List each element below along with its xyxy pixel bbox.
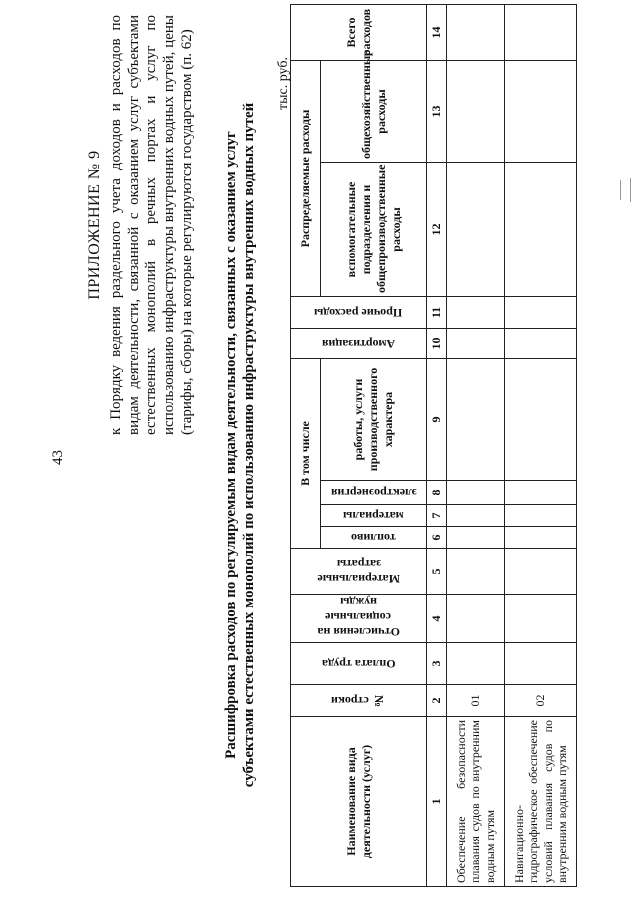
header-electricity (321, 481, 427, 505)
column-number: 10 (427, 328, 447, 358)
column-number: 8 (427, 481, 447, 505)
header-activity: Наименование вида деятельности (услуг) (291, 717, 427, 887)
header-depreciation-text: Амортизация (321, 336, 396, 351)
table-cell (505, 549, 577, 595)
table-cell (505, 162, 577, 296)
table-row (505, 4, 577, 886)
row-code: 02 (505, 685, 577, 717)
table-cell (447, 505, 505, 527)
table-cell (447, 527, 505, 549)
header-other (291, 296, 427, 328)
table-cell (447, 4, 505, 60)
row-code: 01 (447, 685, 505, 717)
document-title-line1: Расшифровка расходов по регулируемым видам деятельности, связанных с оказанием услуг (223, 131, 239, 759)
column-number: 4 (427, 595, 447, 643)
page-number: 43 (50, 450, 66, 465)
header-auxiliary: вспомогательные подразделения и общепроизводственные расходы (321, 162, 427, 296)
header-material-text: Материальные затраты (317, 557, 400, 587)
table-cell (447, 60, 505, 162)
header-wages (291, 643, 427, 685)
header-depreciation (291, 328, 427, 358)
header-materials (321, 505, 427, 527)
appendix-block (86, 15, 196, 435)
header-general: общехозяйственные расходы (321, 60, 427, 162)
expense-table (290, 4, 577, 887)
header-works: работы, услуги производственного характера (321, 358, 427, 480)
column-number: 5 (427, 549, 447, 595)
document-title (222, 15, 258, 875)
column-number: 6 (427, 527, 447, 549)
column-number: 14 (427, 4, 447, 60)
header-electricity-text: электроэнергия (330, 486, 417, 500)
table-cell (505, 505, 577, 527)
table-cell (505, 595, 577, 643)
header-row-no-text: № строки (331, 694, 386, 708)
table-cell (447, 162, 505, 296)
row-activity-name: Навигационно-гидрографическое обеспечение условий плавания судов по внутренним водным путям (505, 717, 577, 887)
table-cell (447, 481, 505, 505)
table-cell (505, 527, 577, 549)
column-number-row (427, 4, 447, 886)
header-material (291, 549, 427, 595)
appendix-text: к Порядку ведения раздельного учета доходов и расходов по видам деятельности, связанной с оказанием услуг субъектами естественных монополий в речных портах и услуг по использованию инфраструктуры внутренних водных путей, цены (тарифы, сборы) на которые регулируются государством (п. 62) (108, 15, 195, 435)
column-number: 3 (427, 643, 447, 685)
column-number: 7 (427, 505, 447, 527)
header-row-no (291, 685, 427, 717)
appendix-title: ПРИЛОЖЕНИЕ № 9 (86, 150, 103, 300)
table-cell (447, 643, 505, 685)
column-number: 13 (427, 60, 447, 162)
table-cell (505, 60, 577, 162)
header-fuel (321, 527, 427, 549)
column-number: 12 (427, 162, 447, 296)
column-number: 1 (427, 717, 447, 887)
header-including: В том числе (291, 358, 321, 548)
document-title-line2: субъектами естественных монополий по использованию инфраструктуры внутренних водных путей (241, 102, 257, 788)
units-label: тыс. руб. (276, 57, 291, 110)
table-cell (505, 358, 577, 480)
table-cell (505, 643, 577, 685)
header-materials-text: материалы (343, 509, 404, 523)
column-number: 9 (427, 358, 447, 480)
header-total: Всего расходов (291, 4, 427, 60)
table-cell (505, 4, 577, 60)
table-row (447, 4, 505, 886)
table-cell (447, 595, 505, 643)
table-cell (447, 549, 505, 595)
header-distributed: Распределяемые расходы (291, 60, 321, 296)
table-cell (447, 358, 505, 480)
column-number: 2 (427, 685, 447, 717)
table-cell (505, 296, 577, 328)
header-wages-text: Оплата труда (321, 657, 396, 671)
table-cell (447, 328, 505, 358)
header-fuel-text: топливо (351, 531, 396, 545)
header-social (291, 595, 427, 643)
table-cell (505, 328, 577, 358)
header-other-text: Прочие расходы (314, 305, 403, 320)
column-number: 11 (427, 296, 447, 328)
header-social-text: Отчисления на социальные нужды (317, 595, 400, 639)
row-activity-name: Обеспечение безопасности плавания судов по внутренним водным путям (447, 717, 505, 887)
table-cell (447, 296, 505, 328)
table-cell (505, 481, 577, 505)
